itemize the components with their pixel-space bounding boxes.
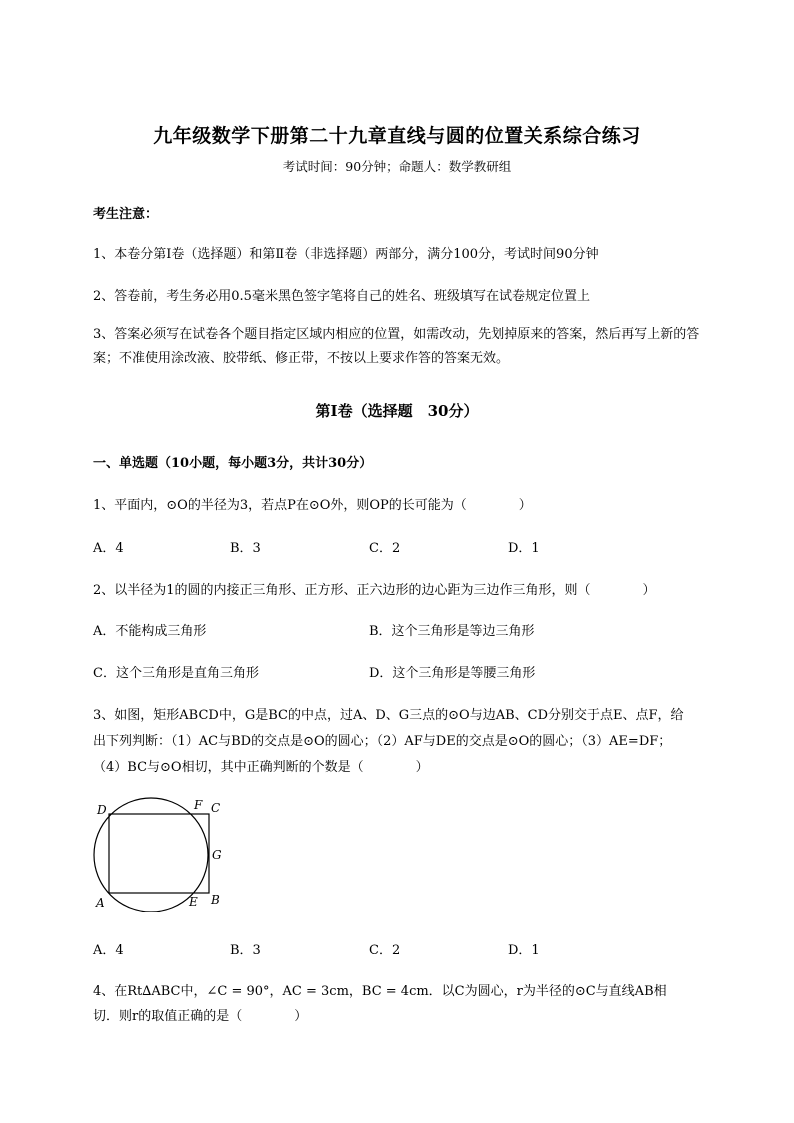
label-a: A bbox=[96, 896, 105, 910]
q3-option-a: A．4 bbox=[93, 943, 124, 958]
question-2-stem: 2、以半径为1的圆的内接正三角形、正方形、正六边形的边心距为三边作三角形，则（ ） bbox=[93, 583, 656, 598]
q2-option-c: C．这个三角形是直角三角形 bbox=[93, 666, 259, 681]
label-g: G bbox=[212, 848, 222, 862]
page-title: 九年级数学下册第二十九章直线与圆的位置关系综合练习 bbox=[153, 125, 641, 147]
label-f: F bbox=[194, 798, 203, 812]
question-4-stem-line-2: 切．则r的取值正确的是（ ） bbox=[93, 1009, 308, 1024]
section-title: 第I卷（选择题 30分） bbox=[315, 402, 479, 420]
question-3-stem-line-3: （4）BC与⊙O相切，其中正确判断的个数是（ ） bbox=[93, 760, 429, 775]
circle-rectangle-figure bbox=[88, 796, 238, 912]
notice-item-2: 2、答卷前，考生务必用0.5毫米黑色签字笔将自己的姓名、班级填写在试卷规定位置上 bbox=[93, 289, 590, 304]
question-3-stem-line-1: 3、如图，矩形ABCD中，G是BC的中点，过A、D、G三点的⊙O与边AB、CD分别交于点E、点F，给 bbox=[93, 708, 684, 723]
q3-option-d: D．1 bbox=[508, 943, 540, 958]
q2-option-b: B．这个三角形是等边三角形 bbox=[369, 624, 535, 639]
notice-item-3: 3、答案必须写在试卷各个题目指定区域内相应的位置，如需改动，先划掉原来的答案，然后再写上新的答案；不准使用涂改液、胶带纸、修正带，不按以上要求作答的答案无效。 bbox=[93, 327, 700, 366]
q1-option-a: A．4 bbox=[93, 541, 124, 556]
q2-option-a: A．不能构成三角形 bbox=[93, 624, 207, 639]
exam-info: 考试时间：90分钟；命题人：数学教研组 bbox=[282, 159, 512, 174]
question-3-stem-line-2: 出下列判断：（1）AC与BD的交点是⊙O的圆心；（2）AF与DE的交点是⊙O的圆心；（3）AE=DF； bbox=[93, 734, 672, 749]
label-c: C bbox=[211, 801, 221, 815]
label-e: E bbox=[189, 895, 198, 909]
question-4-stem-line-1: 4、在Rt∆ABC中，∠C = 90°，AC = 3cm，BC = 4cm．以C为圆心，r为半径的⊙C与直线AB相 bbox=[93, 984, 667, 999]
q3-option-b: B．3 bbox=[230, 943, 261, 958]
label-d: D bbox=[97, 803, 107, 817]
notice-heading: 考生注意： bbox=[93, 207, 159, 222]
q1-option-c: C．2 bbox=[369, 541, 401, 556]
part-heading: 一、单选题（10小题，每小题3分，共计30分） bbox=[93, 456, 373, 471]
q2-option-d: D．这个三角形是等腰三角形 bbox=[369, 666, 536, 681]
question-1-stem: 1、平面内，⊙O的半径为3，若点P在⊙O外，则OP的长可能为（ ） bbox=[93, 498, 532, 513]
rectangle-abcd bbox=[109, 814, 209, 893]
q1-option-b: B．3 bbox=[230, 541, 261, 556]
label-b: B bbox=[211, 893, 220, 907]
notice-item-1: 1、本卷分第I卷（选择题）和第Ⅱ卷（非选择题）两部分，满分100分，考试时间90分钟 bbox=[93, 247, 599, 262]
q1-option-d: D．1 bbox=[508, 541, 540, 556]
q3-option-c: C．2 bbox=[369, 943, 401, 958]
